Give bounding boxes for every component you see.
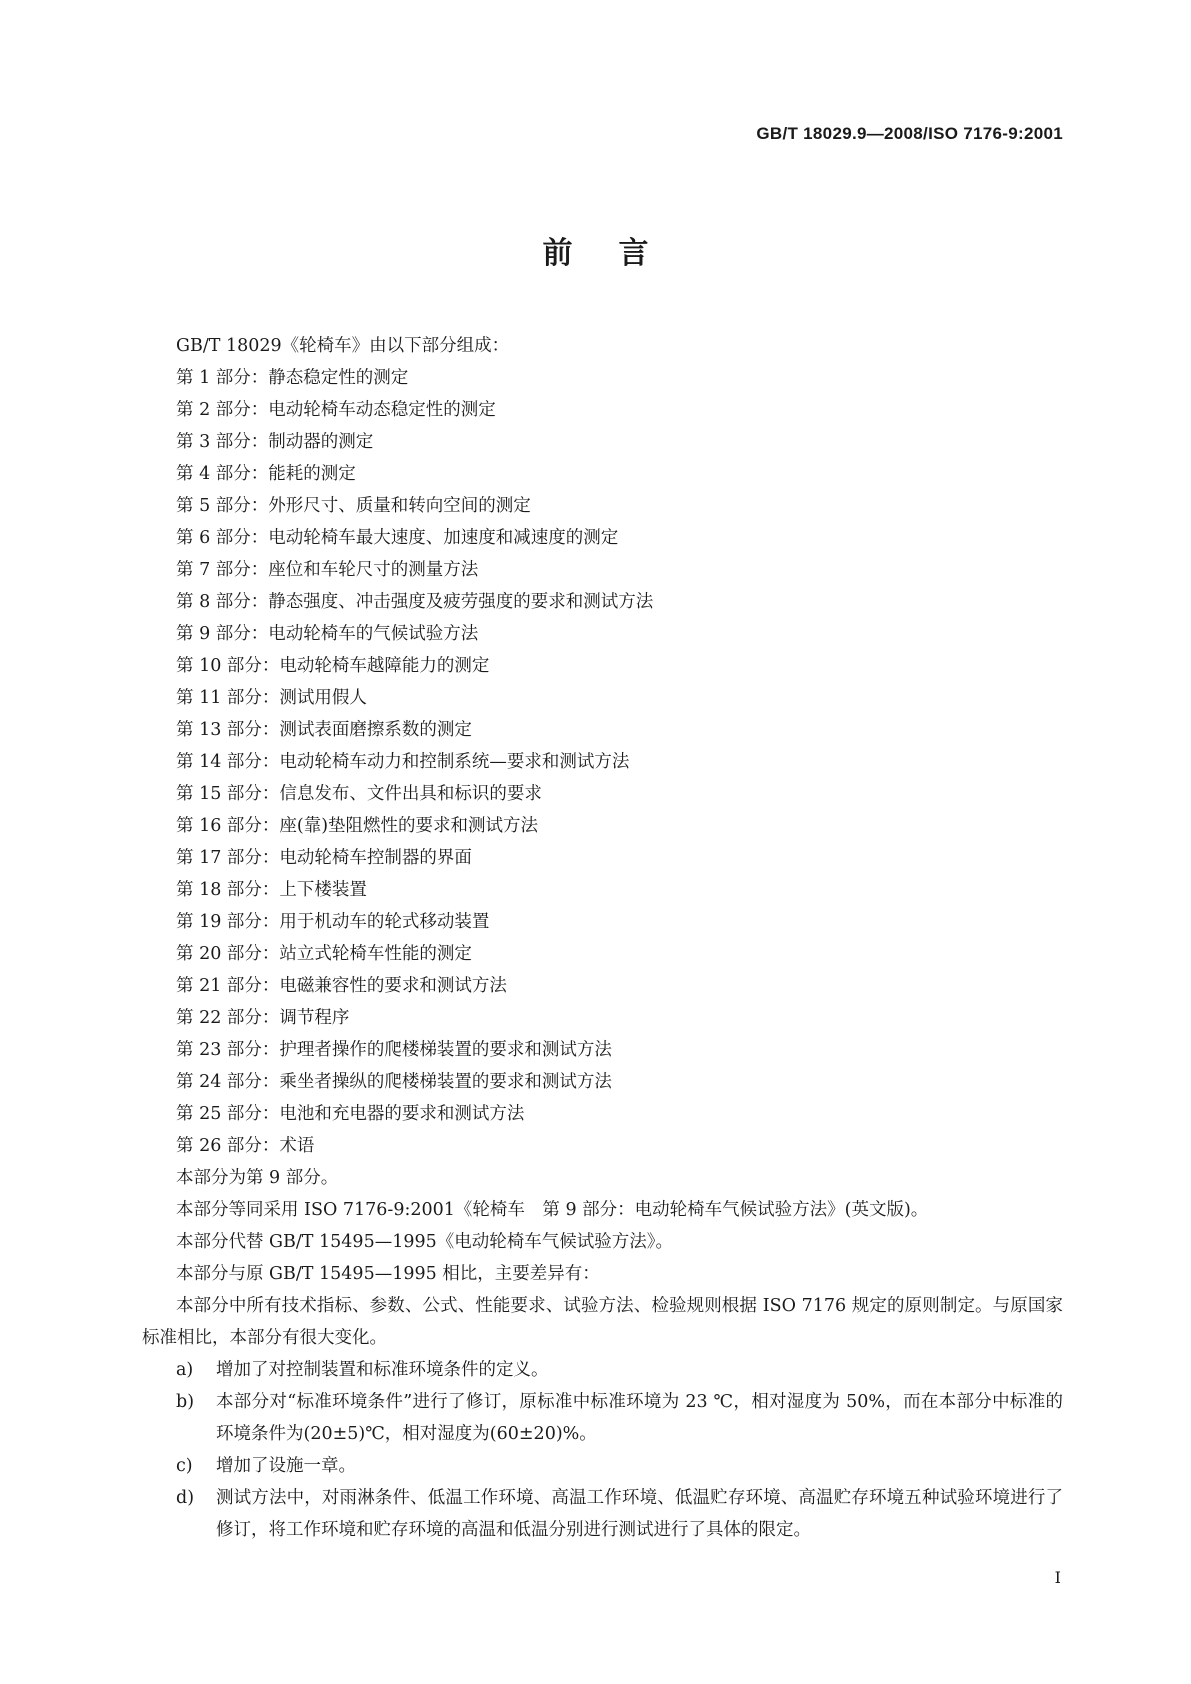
- part-item: 第 24 部分：乘坐者操纵的爬楼梯装置的要求和测试方法: [176, 1072, 612, 1092]
- foreword-body: [142, 330, 1063, 1546]
- part-item: 第 18 部分：上下楼装置: [176, 880, 367, 900]
- page-title: 前言: [542, 236, 695, 271]
- change-item: [142, 1354, 1063, 1386]
- change-marker: a): [176, 1360, 194, 1380]
- statement-line: 本部分代替 GB/T 15495—1995《电动轮椅车气候试验方法》。: [176, 1232, 673, 1252]
- part-item: 第 22 部分：调节程序: [176, 1008, 350, 1028]
- part-item: 第 13 部分：测试表面磨擦系数的测定: [176, 720, 472, 740]
- part-item: 第 4 部分：能耗的测定: [176, 464, 356, 484]
- part-item: 第 23 部分：护理者操作的爬楼梯装置的要求和测试方法: [176, 1040, 612, 1060]
- diff-paragraph: 本部分中所有技术指标、参数、公式、性能要求、试验方法、检验规则根据 ISO 7176 规定的原则制定。与原国家标准相比，本部分有很大变化。: [142, 1296, 1063, 1348]
- part-item: 第 8 部分：静态强度、冲击强度及疲劳强度的要求和测试方法: [176, 592, 654, 612]
- change-item: [142, 1482, 1063, 1546]
- part-item: 第 11 部分：测试用假人: [176, 688, 367, 708]
- part-item: 第 7 部分：座位和车轮尺寸的测量方法: [176, 560, 479, 580]
- part-item: 第 14 部分：电动轮椅车动力和控制系统—要求和测试方法: [176, 752, 630, 772]
- part-item: 第 2 部分：电动轮椅车动态稳定性的测定: [176, 400, 496, 420]
- statement-line: 本部分等同采用 ISO 7176-9:2001《轮椅车 第 9 部分：电动轮椅车气候试验方法》(英文版)。: [176, 1200, 929, 1220]
- part-item: 第 16 部分：座(靠)垫阻燃性的要求和测试方法: [176, 816, 539, 836]
- standard-code: GB/T 18029.9—2008/ISO 7176-9:2001: [756, 124, 1063, 143]
- parts-list: [142, 362, 1063, 1162]
- statement-line: 本部分与原 GB/T 15495—1995 相比，主要差异有：: [176, 1264, 600, 1284]
- page-number: I: [1054, 1568, 1061, 1587]
- change-marker: c): [176, 1456, 193, 1476]
- change-marker: b): [176, 1392, 195, 1412]
- change-text: 增加了对控制装置和标准环境条件的定义。: [216, 1360, 549, 1380]
- part-item: 第 3 部分：制动器的测定: [176, 432, 374, 452]
- change-text: 增加了设施一章。: [216, 1456, 356, 1476]
- change-item: [142, 1450, 1063, 1482]
- part-item: 第 17 部分：电动轮椅车控制器的界面: [176, 848, 472, 868]
- change-text: 测试方法中，对雨淋条件、低温工作环境、高温工作环境、低温贮存环境、高温贮存环境五种试验环境进行了修订，将工作环境和贮存环境的高温和低温分别进行测试进行了具体的限定。: [216, 1488, 1063, 1540]
- part-item: 第 1 部分：静态稳定性的测定: [176, 368, 409, 388]
- part-item: 第 20 部分：站立式轮椅车性能的测定: [176, 944, 472, 964]
- change-marker: d): [176, 1488, 195, 1508]
- change-text: 本部分对“标准环境条件”进行了修订，原标准中标准环境为 23 ℃，相对湿度为 50%，而在本部分中标准的环境条件为(20±5)℃，相对湿度为(60±20)%。: [216, 1392, 1063, 1444]
- part-item: 第 9 部分：电动轮椅车的气候试验方法: [176, 624, 479, 644]
- part-item: 第 5 部分：外形尺寸、质量和转向空间的测定: [176, 496, 531, 516]
- change-item: [142, 1386, 1063, 1450]
- part-item: 第 19 部分：用于机动车的轮式移动装置: [176, 912, 490, 932]
- part-item: 第 26 部分：术语: [176, 1136, 315, 1156]
- part-item: 第 10 部分：电动轮椅车越障能力的测定: [176, 656, 490, 676]
- part-item: 第 15 部分：信息发布、文件出具和标识的要求: [176, 784, 542, 804]
- part-item: 第 25 部分：电池和充电器的要求和测试方法: [176, 1104, 525, 1124]
- part-item: 第 6 部分：电动轮椅车最大速度、加速度和减速度的测定: [176, 528, 619, 548]
- statement-line: 本部分为第 9 部分。: [176, 1168, 339, 1188]
- part-item: 第 21 部分：电磁兼容性的要求和测试方法: [176, 976, 507, 996]
- changes-list: [142, 1354, 1063, 1546]
- intro-line: GB/T 18029《轮椅车》由以下部分组成：: [176, 336, 510, 356]
